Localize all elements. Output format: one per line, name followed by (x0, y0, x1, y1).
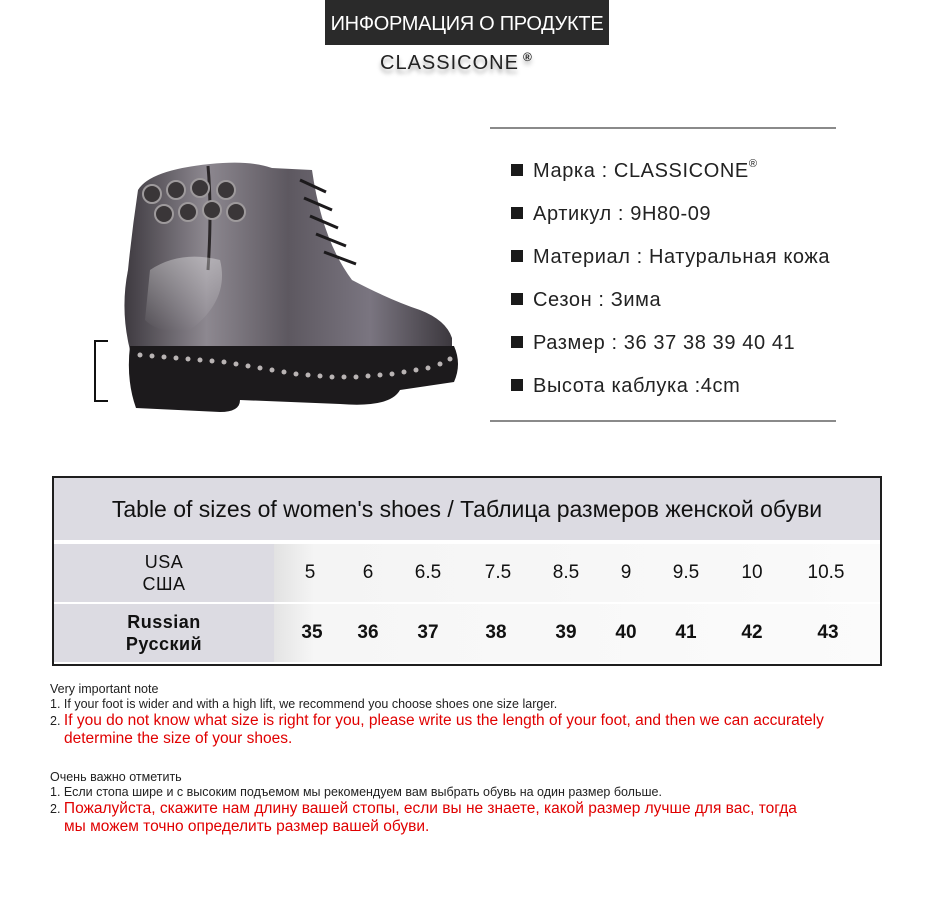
registered-mark: ® (522, 50, 533, 64)
info-banner: ИНФОРМАЦИЯ О ПРОДУКТЕ (325, 0, 609, 45)
table-cell: 43 (817, 622, 839, 643)
row-header-usa: USA США (54, 544, 274, 602)
spec-brand: Марка : CLASSICONE ® (511, 150, 921, 193)
table-cell: 8.5 (552, 562, 580, 583)
size-table (52, 476, 882, 666)
row-header-russian: Russian Русский (54, 604, 274, 662)
bullet-square-icon (511, 250, 523, 262)
notes-section (50, 682, 890, 835)
table-cell: 36 (357, 622, 379, 643)
brand-logo (380, 52, 580, 82)
table-cell: 40 (615, 622, 637, 643)
bullet-square-icon (511, 293, 523, 305)
table-cell: 39 (555, 622, 577, 643)
spec-size: Размер : 36 37 38 39 40 41 (511, 322, 921, 365)
note-item-1: 1. If your foot is wider and with a high lift, we recommend you choose shoes one size larger. (50, 697, 558, 711)
table-cell: 9.5 (672, 562, 700, 583)
note-item-2-cont: determine the size of your shoes. (64, 730, 293, 747)
table-cell: 41 (675, 622, 697, 643)
bullet-square-icon (511, 379, 523, 391)
table-cell: 38 (485, 622, 507, 643)
note-item-2: 2. Пожалуйста, скажите нам длину вашей стопы, если вы не знаете, какой размер лучше для вас, тогда (50, 800, 797, 817)
spec-material: Материал : Натуральная кожа (511, 236, 921, 279)
size-table-title: Table of sizes of women's shoes / Таблица размеров женской обуви (54, 478, 880, 540)
notes-russian (50, 770, 797, 836)
table-cell: 42 (741, 622, 763, 643)
table-cell: 6.5 (414, 562, 442, 583)
note-title: Очень важно отметить (50, 770, 182, 784)
table-cell: 6 (362, 562, 374, 583)
note-title: Very important note (50, 682, 159, 696)
table-cell: 10.5 (807, 562, 845, 583)
table-cell: 37 (417, 622, 439, 643)
table-cell: 7.5 (484, 562, 512, 583)
table-cell: 5 (304, 562, 316, 583)
bullet-square-icon (511, 336, 523, 348)
bullet-square-icon (511, 164, 523, 176)
notes-english (50, 682, 890, 748)
usa-size-cells (274, 544, 880, 602)
divider-top (490, 127, 836, 129)
russian-size-cells (274, 604, 880, 662)
spec-list (511, 150, 921, 408)
heel-height-bracket (94, 340, 108, 402)
table-row-usa (54, 544, 880, 602)
table-cell: 10 (741, 562, 763, 583)
table-cell: 35 (301, 622, 323, 643)
spec-season: Сезон : Зима (511, 279, 921, 322)
table-row-russian (54, 604, 880, 662)
note-item-2: 2. If you do not know what size is right for you, please write us the length of your foot, and then we can accurately (50, 712, 824, 729)
note-item-2-cont: мы можем точно определить размер вашей обуви. (64, 818, 430, 835)
spec-heel-height: Высота каблука :4cm (511, 365, 921, 408)
ankle-boot-image (90, 150, 470, 420)
brand-name: CLASSICONE (380, 52, 519, 74)
divider-bottom (490, 420, 836, 422)
spec-article: Артикул : 9H80-09 (511, 193, 921, 236)
note-item-1: 1. Если стопа шире и с высоким подъемом мы рекомендуем вам выбрать обувь на один размер больше. (50, 785, 662, 799)
table-cell: 9 (620, 562, 632, 583)
bullet-square-icon (511, 207, 523, 219)
